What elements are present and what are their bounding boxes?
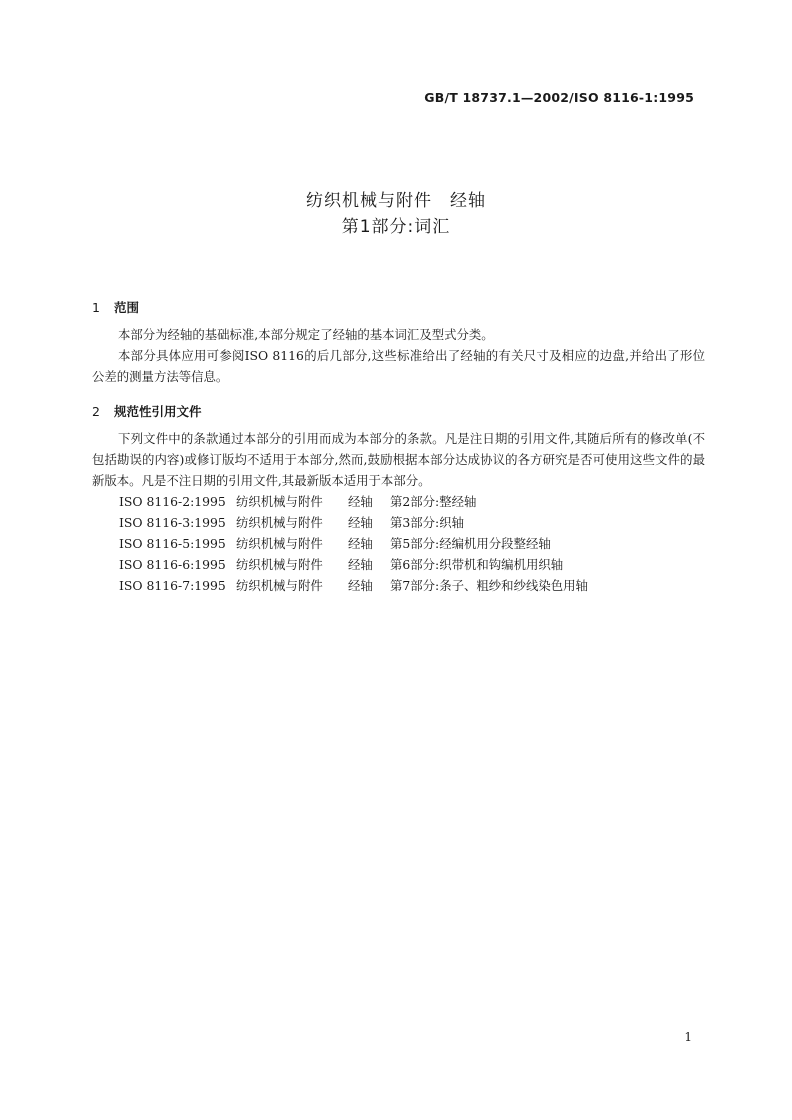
reference-part: 第6部分:织带机和钩编机用织轴 <box>390 557 564 572</box>
reference-subtitle: 经轴 <box>348 494 373 509</box>
normative-reference-list <box>119 491 588 596</box>
title-line-2: 第1部分:词汇 <box>341 217 451 237</box>
page-number: 1 <box>684 1030 692 1044</box>
reference-code: ISO 8116-7:1995 <box>119 578 226 593</box>
reference-part: 第3部分:织轴 <box>390 515 465 530</box>
reference-title: 纺织机械与附件 <box>236 578 323 593</box>
section-1-paragraph-1: 本部分为经轴的基础标准,本部分规定了经轴的基本词汇及型式分类。 <box>118 327 494 342</box>
reference-subtitle: 经轴 <box>348 515 373 530</box>
reference-subtitle: 经轴 <box>348 557 373 572</box>
reference-title: 纺织机械与附件 <box>236 557 323 572</box>
reference-item <box>119 491 588 512</box>
reference-part: 第2部分:整经轴 <box>390 494 477 509</box>
reference-code: ISO 8116-2:1995 <box>119 494 226 509</box>
section-1-title: 范围 <box>114 300 140 315</box>
section-2-title: 规范性引用文件 <box>114 404 202 419</box>
standard-code: GB/T 18737.1—2002/ISO 8116-1:1995 <box>424 90 694 105</box>
reference-item <box>119 575 588 596</box>
reference-title: 纺织机械与附件 <box>236 515 323 530</box>
reference-item <box>119 533 588 554</box>
reference-title: 纺织机械与附件 <box>236 536 323 551</box>
reference-item <box>119 512 588 533</box>
reference-code: ISO 8116-3:1995 <box>119 515 226 530</box>
reference-part: 第7部分:条子、粗纱和纱线染色用轴 <box>390 578 588 593</box>
section-2-heading <box>92 402 202 420</box>
reference-code: ISO 8116-6:1995 <box>119 557 226 572</box>
reference-part: 第5部分:经编机用分段整经轴 <box>390 536 551 551</box>
reference-code: ISO 8116-5:1995 <box>119 536 226 551</box>
section-1-number: 1 <box>92 300 100 315</box>
section-2-number: 2 <box>92 404 100 419</box>
reference-item <box>119 554 588 575</box>
section-1-paragraph-2: 本部分具体应用可参阅ISO 8116的后几部分,这些标准给出了经轴的有关尺寸及相应的边盘,并给出了形位公差的测量方法等信息。 <box>92 348 705 384</box>
reference-title: 纺织机械与附件 <box>236 494 323 509</box>
document-title <box>0 188 792 240</box>
reference-subtitle: 经轴 <box>348 536 373 551</box>
title-line-1: 纺织机械与附件 经轴 <box>306 191 486 211</box>
section-2-paragraph: 下列文件中的条款通过本部分的引用而成为本部分的条款。凡是注日期的引用文件,其随后所有的修改单(不包括勘误的内容)或修订版均不适用于本部分,然而,鼓励根据本部分达成协议的各方研究是否可使用这些文件的最新版本。凡是不注日期的引用文件,其最新版本适用于本部分。 <box>92 431 705 488</box>
reference-subtitle: 经轴 <box>348 578 373 593</box>
section-1-heading <box>92 298 139 316</box>
